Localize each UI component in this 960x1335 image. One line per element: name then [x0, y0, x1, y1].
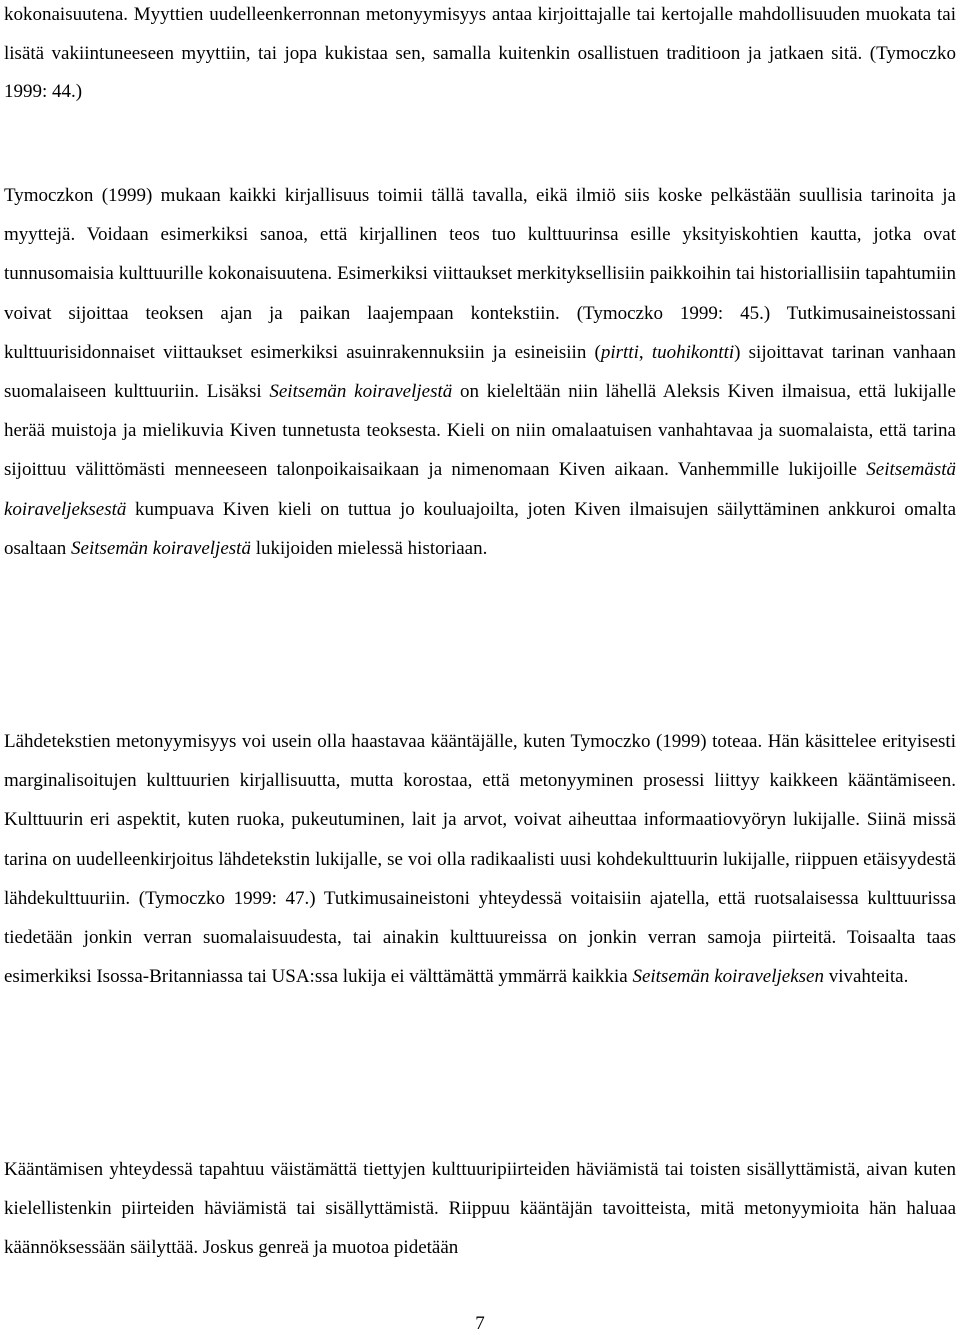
paragraph-4-text: Kääntämisen yhteydessä tapahtuu väistämättä tiettyjen kulttuuripiirteiden häviämistä tai toisten sisällyttämistä, aivan kuten kielellistenkin piirteiden häviämistä tai sisällyttämistä. Riippuu kääntäjän tavoitteista, mitä metonyymioita hän haluaa käännöksessään säilyttää. Joskus genreä ja muotoa pidetään: [4, 1159, 956, 1259]
book-title: Seitsemän koiraveljestä: [269, 381, 453, 403]
book-title: Seitsemästä koiraveljeksestä: [4, 459, 956, 520]
book-title: Seitsemän koiraveljeksen: [632, 966, 824, 988]
paragraph-3-text: Lähdetekstien metonyymisyys voi usein olla haastavaa kääntäjälle, kuten Tymoczko (1999) toteaa. Hän käsittelee erityisesti marginalisoitujen kulttuurien kirjallisuutta, mutta korostaa, että metonyyminen prosessi liittyy kaikkeen kääntämiseen. Kulttuurin eri aspektit, kuten ruoka, pukeutuminen, lait ja arvot, voivat aiheuttaa informaatiovyöryn lukijalle. Siinä missä tarina on uudelleenkirjoitus lähdetekstin lukijalle, se voi olla radikaalisti uusi kohdekulttuurin lukijalle, riippuen etäisyydestä lähdekulttuuriin. (Tymoczko 1999: 47.) Tutkimusaineistoni yhteydessä voitaisiin ajatella, että ruotsalaisessa kulttuurissa tiedetään jonkin verran suomalaisuudesta, tai ainakin kulttuureissa on jonkin verran samoja piirteitä. Toisaalta taas esimerkiksi Isossa-Britanniassa tai USA:ssa lukija ei välttämättä ymmärrä kaikkia: [4, 731, 956, 988]
paragraph-3-text: vivahteita.: [823, 966, 909, 988]
paragraph-2-text: Tymoczkon (1999) mukaan kaikki kirjallisuus toimii tällä tavalla, eikä ilmiö siis koske pelkästään suullisia tarinoita ja myyttejä. Voidaan esimerkiksi sanoa, että kirjallinen teos tuo kulttuurinsa esille yksityiskohtien kautta, jotka ovat tunnusomaisia kulttuurille kokonaisuutena. Esimerkiksi viittaukset merkityksellisiin paikkoihin tai historiallisiin tapahtumiin voivat sijoittaa teoksen ajan ja paikan laajempaan kontekstiin. (Tymoczko 1999: 45.) Tutkimusaineistossani kulttuurisidonnaiset viittaukset esimerkiksi asuinrakennuksiin ja esineisiin (: [4, 185, 956, 363]
paragraph-2-text: lukijoiden mielessä historiaan.: [250, 537, 488, 559]
paragraph-2-text: kumpuava Kiven kieli on tuttua jo kouluajoilta, joten Kiven ilmaisujen säilyttäminen ankkuroi omalta osaltaan: [4, 498, 956, 559]
paragraph-2-text: on kieleltään niin lähellä Aleksis Kiven ilmaisua, että lukijalle herää muistoja ja mielikuvia Kiven tunnetusta teoksesta. Kieli on niin omalaatuisen vanhahtavaa ja suomalaista, että tarina sijoittuu välittömästi menneeseen talonpoikaisaikaan ja nimenomaan Kiven aikaan. Vanhemmille lukijoille: [4, 381, 956, 481]
paragraph-2-text: ,: [638, 341, 652, 363]
italic-term: tuohikontti: [651, 341, 735, 363]
book-title: Seitsemän koiraveljestä: [71, 537, 251, 559]
paragraph-2: [4, 176, 956, 568]
paragraph-4: [4, 1150, 956, 1268]
paragraph-3: [4, 722, 956, 996]
page-number: 7: [475, 1313, 485, 1334]
paragraph-1-text: kokonaisuutena. Myyttien uudelleenkerronnan metonyymisyys antaa kirjoittajalle tai kertojalle mahdollisuuden muokata tai lisätä vakiintuneeseen myyttiin, tai jopa kukistaa sen, samalla kuitenkin osallistuen traditioon ja jatkaen sitä. (Tymoczko 1999: 44.): [4, 4, 956, 102]
paragraph-1: [4, 0, 956, 112]
paragraph-2-text: ) sijoittavat tarinan vanhaan suomalaiseen kulttuuriin. Lisäksi: [4, 341, 957, 403]
italic-term: pirtti: [600, 341, 639, 363]
